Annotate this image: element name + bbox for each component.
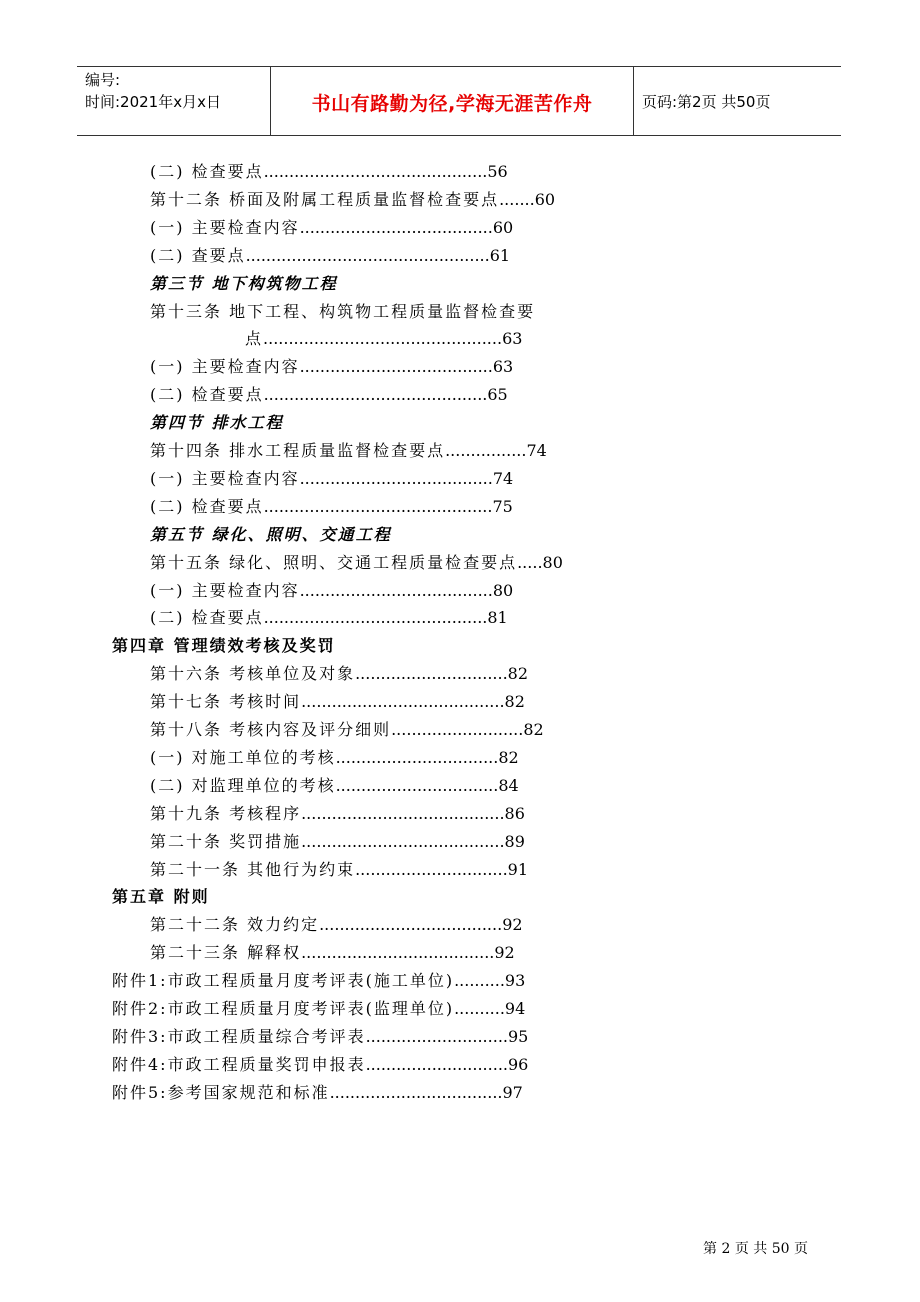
header-motto: 书山有路勤为径,学海无涯苦作舟 bbox=[311, 93, 593, 115]
toc-page-number: 60 bbox=[492, 217, 514, 237]
toc-entry-title: 第十八条 考核内容及评分细则 bbox=[150, 720, 392, 739]
toc-leader-dots: ........................................ bbox=[301, 692, 505, 712]
toc-entry-title: (一) 主要检查内容 bbox=[150, 217, 300, 237]
toc-entry[interactable] bbox=[112, 1051, 528, 1079]
toc-entry[interactable] bbox=[150, 828, 525, 856]
toc-entry-title: 第四节 排水工程 bbox=[150, 413, 284, 433]
toc-leader-dots: ................................ bbox=[335, 747, 499, 767]
toc-entry[interactable] bbox=[150, 577, 513, 605]
toc-page-number: 86 bbox=[504, 803, 525, 823]
toc-page-number: 96 bbox=[507, 1054, 529, 1074]
toc-page-number: 74 bbox=[526, 441, 547, 460]
toc-entry[interactable] bbox=[112, 967, 525, 995]
header-number-label: 编号: bbox=[85, 71, 121, 89]
toc-entry[interactable] bbox=[150, 242, 510, 270]
header-page-info: 页码:第2页 共50页 bbox=[642, 93, 771, 111]
toc-entry-title: (二) 检查要点 bbox=[150, 162, 264, 181]
toc-page-number: 60 bbox=[534, 189, 556, 209]
toc-entry[interactable] bbox=[150, 437, 547, 465]
toc-section-heading[interactable] bbox=[150, 521, 392, 549]
toc-entry-title: 点 bbox=[245, 329, 264, 349]
toc-entry-title: (一) 主要检查内容 bbox=[150, 468, 300, 488]
page-header bbox=[77, 66, 841, 136]
toc-entry[interactable] bbox=[150, 381, 508, 409]
toc-entry[interactable] bbox=[112, 1023, 528, 1051]
toc-entry-title: 第十五条 绿化、照明、交通工程质量检查要点 bbox=[150, 552, 518, 572]
header-time-label: 时间:2021年x月x日 bbox=[85, 93, 221, 111]
toc-entry[interactable] bbox=[245, 325, 522, 353]
toc-page-number: 74 bbox=[492, 468, 514, 488]
toc-page-number: 56 bbox=[487, 162, 508, 181]
toc-page-number: 75 bbox=[492, 496, 513, 516]
toc-page-number: 93 bbox=[504, 971, 526, 991]
toc-chapter-heading[interactable] bbox=[112, 883, 210, 911]
toc-entry[interactable] bbox=[112, 995, 525, 1023]
toc-page-number: 80 bbox=[542, 552, 563, 572]
toc-entry[interactable] bbox=[150, 688, 525, 716]
toc-entry[interactable] bbox=[150, 800, 525, 828]
toc-entry[interactable] bbox=[150, 298, 535, 326]
header-divider-right bbox=[633, 67, 634, 135]
toc-entry-title: 第十四条 排水工程质量监督检查要点 bbox=[150, 441, 446, 460]
toc-entry[interactable] bbox=[150, 660, 528, 688]
toc-entry-title: 附件1:市政工程质量月度考评表(施工单位) bbox=[112, 971, 455, 991]
toc-page-number: 92 bbox=[494, 943, 515, 963]
toc-leader-dots: .............................. bbox=[355, 664, 508, 684]
toc-entry[interactable] bbox=[150, 939, 515, 967]
toc-leader-dots: .......................... bbox=[391, 720, 524, 739]
toc-leader-dots: ..... bbox=[517, 552, 543, 572]
toc-page-number: 61 bbox=[489, 245, 511, 265]
toc-leader-dots: ................................................ bbox=[245, 245, 490, 265]
toc-page-number: 82 bbox=[504, 692, 525, 712]
toc-leader-dots: ............................ bbox=[365, 1054, 508, 1074]
toc-entry[interactable] bbox=[150, 772, 519, 800]
page-footer: 第 2 页 共 50 页 bbox=[703, 1241, 808, 1257]
toc-leader-dots: .................................... bbox=[319, 915, 503, 935]
toc-entry[interactable] bbox=[150, 465, 513, 493]
toc-leader-dots: ............................................ bbox=[263, 385, 488, 405]
toc-entry-title: (一) 主要检查内容 bbox=[150, 580, 300, 600]
toc-entry-title: 第十九条 考核程序 bbox=[150, 803, 302, 823]
toc-page-number: 82 bbox=[498, 747, 519, 767]
toc-leader-dots: .......... bbox=[454, 999, 505, 1018]
toc-entry-title: (二) 检查要点 bbox=[150, 608, 264, 628]
toc-leader-dots: ................................ bbox=[335, 775, 499, 795]
toc-entry-title: 第十二条 桥面及附属工程质量监督检查要点 bbox=[150, 189, 500, 209]
toc-page-number: 82 bbox=[523, 720, 544, 739]
toc-leader-dots: ...................................... bbox=[299, 217, 493, 237]
toc-leader-dots: ............................................... bbox=[263, 329, 503, 349]
toc-leader-dots: ...................................... bbox=[301, 943, 495, 963]
toc-entry-title: 附件2:市政工程质量月度考评表(监理单位) bbox=[112, 999, 455, 1018]
toc-entry-title: 附件4:市政工程质量奖罚申报表 bbox=[112, 1054, 366, 1074]
toc-leader-dots: .................................. bbox=[329, 1082, 503, 1102]
toc-entry-title: 第二十三条 解释权 bbox=[150, 943, 302, 963]
toc-entry-title: 第十六条 考核单位及对象 bbox=[150, 664, 356, 684]
toc-leader-dots: ...................................... bbox=[299, 580, 493, 600]
toc-leader-dots: ...................................... bbox=[299, 468, 493, 488]
toc-entry[interactable] bbox=[150, 493, 513, 521]
toc-leader-dots: ................ bbox=[445, 441, 527, 460]
toc-entry-title: (二) 查要点 bbox=[150, 245, 246, 265]
toc-entry[interactable] bbox=[150, 214, 513, 242]
toc-entry-title: 第二十一条 其他行为约束 bbox=[150, 859, 356, 879]
toc-page-number: 63 bbox=[492, 357, 514, 377]
toc-section-heading[interactable] bbox=[150, 270, 338, 298]
toc-page-number: 91 bbox=[507, 859, 529, 879]
toc-entry[interactable] bbox=[150, 186, 555, 214]
toc-entry-title: 第五章 附则 bbox=[112, 887, 210, 907]
toc-entry[interactable] bbox=[150, 744, 519, 772]
toc-leader-dots: ............................................ bbox=[263, 608, 488, 628]
header-meta bbox=[85, 69, 275, 113]
toc-entry-title: (二) 检查要点 bbox=[150, 385, 264, 405]
toc-page-number: 84 bbox=[498, 775, 519, 795]
toc-page-number: 82 bbox=[507, 664, 529, 684]
toc-entry[interactable] bbox=[150, 549, 563, 577]
toc-leader-dots: .......... bbox=[454, 971, 505, 991]
toc-leader-dots: ............................ bbox=[365, 1026, 508, 1046]
toc-entry-title: 第十七条 考核时间 bbox=[150, 692, 302, 712]
toc-entry-title: 第十三条 地下工程、构筑物工程质量监督检查要 bbox=[150, 301, 536, 321]
toc-entry[interactable] bbox=[150, 856, 528, 884]
toc-page-number: 81 bbox=[487, 608, 508, 628]
toc-entry[interactable] bbox=[150, 158, 508, 186]
toc-entry-title: (一) 主要检查内容 bbox=[150, 357, 300, 377]
toc-page-number: 94 bbox=[504, 999, 526, 1018]
toc-page-number: 95 bbox=[507, 1026, 529, 1046]
toc-chapter-heading[interactable] bbox=[112, 632, 336, 660]
toc-leader-dots: ............................................ bbox=[263, 162, 488, 181]
toc-section-heading[interactable] bbox=[150, 409, 284, 437]
toc-entry-title: 第二十条 奖罚措施 bbox=[150, 831, 302, 851]
toc-entry-title: 第四章 管理绩效考核及奖罚 bbox=[112, 636, 336, 656]
toc-page-number: 92 bbox=[502, 915, 523, 935]
toc-leader-dots: ...................................... bbox=[299, 357, 493, 377]
toc-entry[interactable] bbox=[150, 604, 508, 632]
toc-entry[interactable] bbox=[150, 716, 544, 744]
toc-leader-dots: ....... bbox=[499, 189, 535, 209]
toc-page-number: 80 bbox=[492, 580, 514, 600]
toc-entry[interactable] bbox=[150, 911, 523, 939]
toc-entry[interactable] bbox=[150, 353, 513, 381]
toc-leader-dots: ........................................ bbox=[301, 803, 505, 823]
toc-entry-title: 第三节 地下构筑物工程 bbox=[150, 273, 338, 293]
toc-page-number: 63 bbox=[502, 329, 523, 349]
toc-page-number: 97 bbox=[502, 1082, 523, 1102]
toc-entry-title: 第五节 绿化、照明、交通工程 bbox=[150, 524, 392, 544]
toc-entry-title: 第二十二条 效力约定 bbox=[150, 915, 320, 935]
toc-entry-title: (一) 对施工单位的考核 bbox=[150, 747, 336, 767]
toc-leader-dots: .............................. bbox=[355, 859, 508, 879]
toc-page-number: 89 bbox=[504, 831, 525, 851]
toc-leader-dots: ............................................. bbox=[263, 496, 493, 516]
toc-entry[interactable] bbox=[112, 1079, 523, 1107]
toc-page-number: 65 bbox=[487, 385, 508, 405]
toc-entry-title: (二) 对监理单位的考核 bbox=[150, 775, 336, 795]
toc-entry-title: (二) 检查要点 bbox=[150, 496, 264, 516]
toc-entry-title: 附件5:参考国家规范和标准 bbox=[112, 1082, 330, 1102]
toc-leader-dots: ........................................ bbox=[301, 831, 505, 851]
toc-entry-title: 附件3:市政工程质量综合考评表 bbox=[112, 1026, 366, 1046]
